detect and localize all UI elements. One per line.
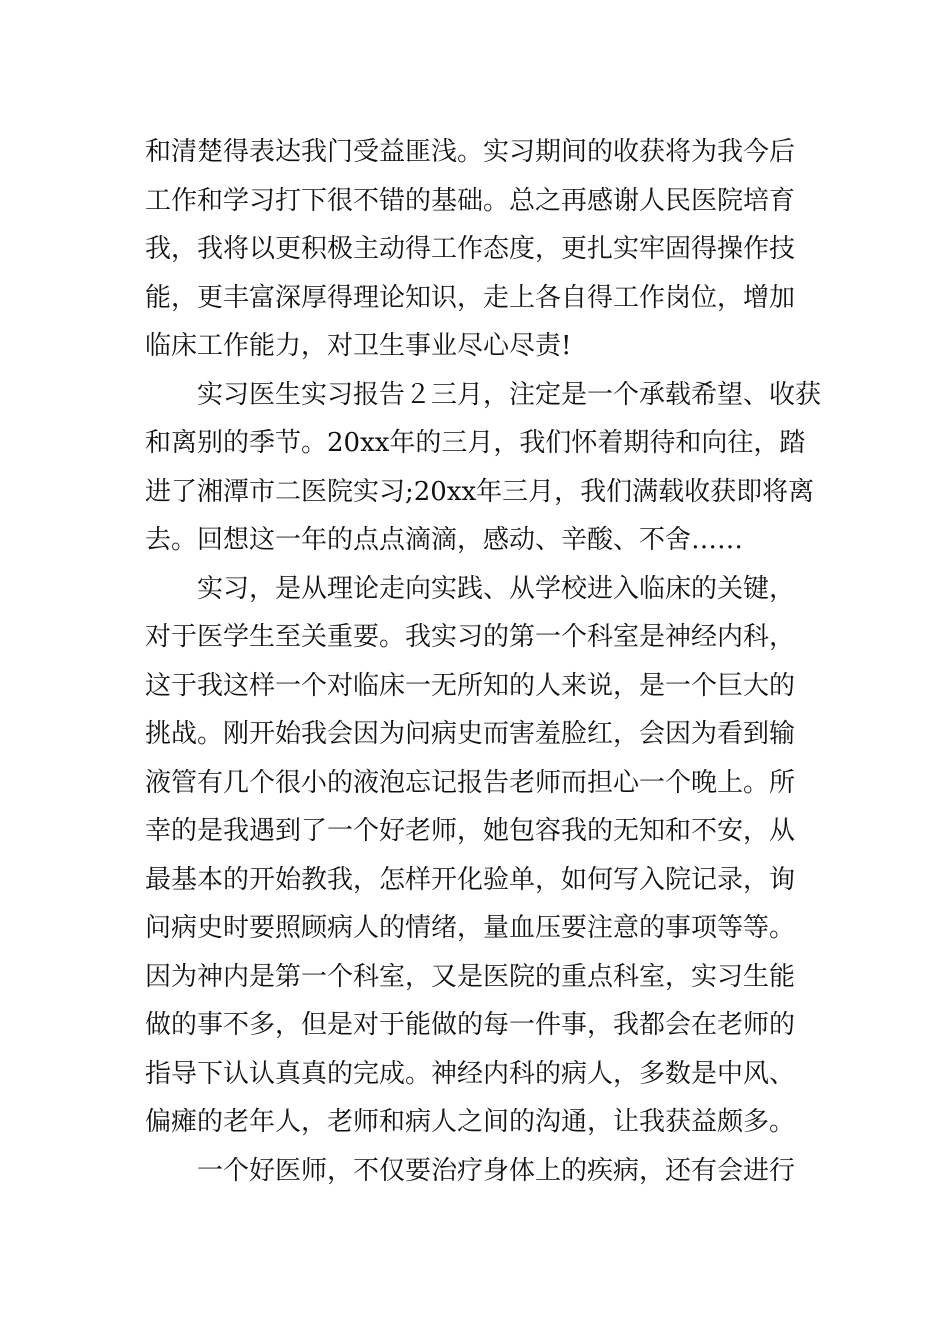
text-line: 挑战。刚开始我会因为问病史而害羞脸红，会因为看到输 <box>145 719 796 749</box>
paragraph-start-line: 实习医生实习报告２三月，注定是一个承载希望、收获 <box>197 379 822 410</box>
document-body <box>145 128 822 1195</box>
text-line: 和清楚得表达我门受益匪浅。实习期间的收获将为我今后 <box>145 137 796 167</box>
text-line: 液管有几个很小的液泡忘记报告老师而担心一个晚上。所 <box>145 767 796 798</box>
text-line: 做的事不多，但是对于能做的每一件事，我都会在老师的 <box>145 1010 796 1040</box>
text-line: 去。回想这一年的点点滴滴，感动、辛酸、不舍…… <box>145 525 744 555</box>
text-line: 最基本的开始教我，怎样开化验单，如何写入院记录，询 <box>145 864 796 895</box>
text-line: 偏瘫的老年人，老师和病人之间的沟通，让我获益颇多。 <box>145 1107 796 1137</box>
text-line: 我，我将以更积极主动得工作态度，更扎实牢固得操作技 <box>145 234 796 264</box>
text-line: 和离别的季节。20xx年的三月，我们怀着期待和向往，踏 <box>145 428 806 458</box>
text-line: 能，更丰富深厚得理论知识，走上各自得工作岗位，增加 <box>145 282 796 313</box>
text-line: 对于医学生至关重要。我实习的第一个科室是神经内科， <box>145 622 796 652</box>
paragraph-start-line: 实习，是从理论走向实践、从学校进入临床的关键， <box>197 573 796 604</box>
text-line: 因为神内是第一个科室，又是医院的重点科室，实习生能 <box>145 961 796 992</box>
text-line: 进了湘潭市二医院实习;20xx年三月，我们满载收获即将离 <box>145 476 815 507</box>
text-line: 这于我这样一个对临床一无所知的人来说，是一个巨大的 <box>145 670 796 701</box>
text-line: 幸的是我遇到了一个好老师，她包容我的无知和不安，从 <box>145 816 796 846</box>
text-line: 指导下认认真真的完成。神经内科的病人，多数是中风、 <box>145 1058 796 1089</box>
text-line: 临床工作能力，对卫生事业尽心尽责! <box>145 331 572 361</box>
text-line: 工作和学习打下很不错的基础。总之再感谢人民医院培育 <box>145 185 796 216</box>
paragraph-start-line: 一个好医师，不仅要治疗身体上的疾病，还有会进行 <box>197 1155 796 1186</box>
text-line: 问病史时要照顾病人的情绪，量血压要注意的事项等等。 <box>145 913 796 943</box>
